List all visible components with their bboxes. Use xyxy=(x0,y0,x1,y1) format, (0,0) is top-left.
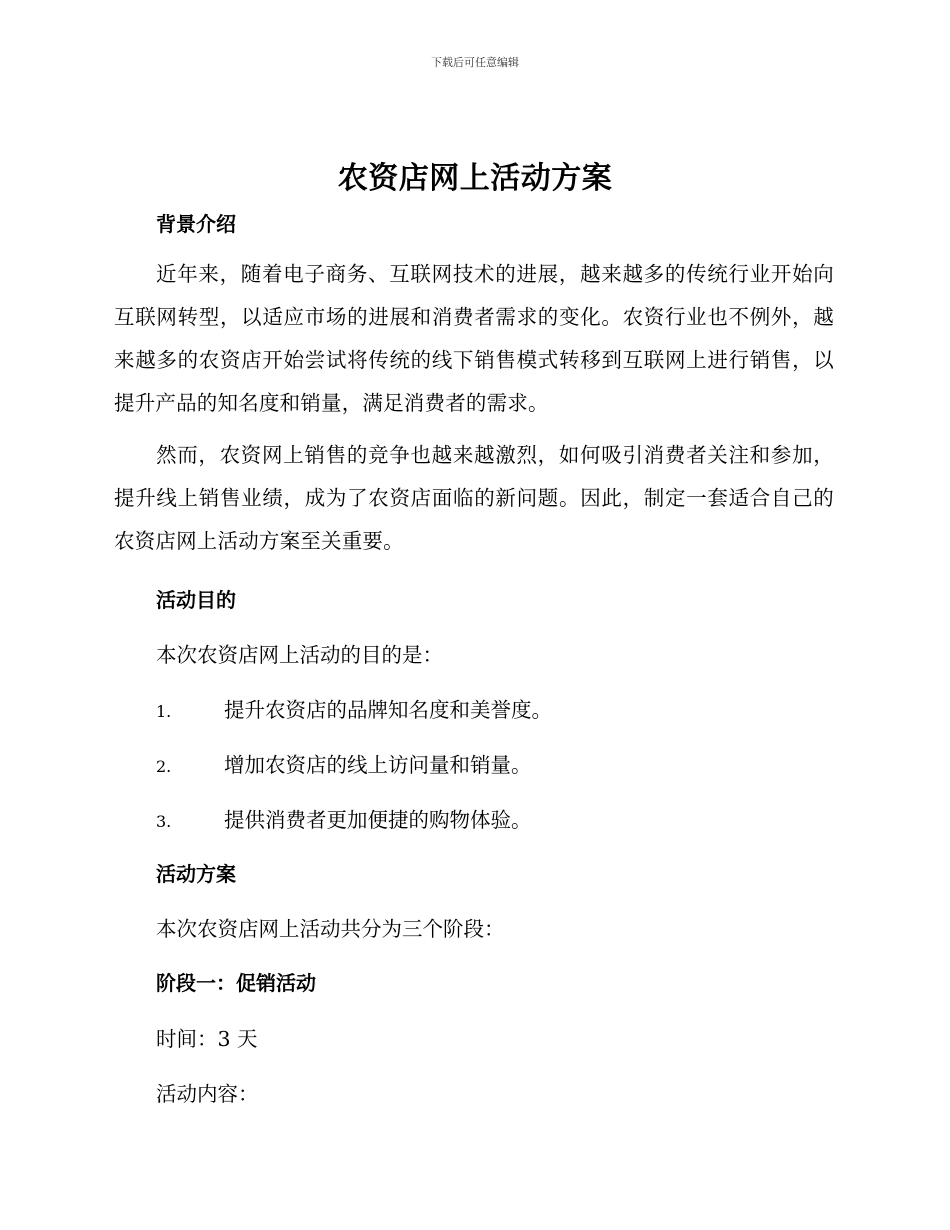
list-item xyxy=(156,693,552,723)
header-note: 下载后可任意编辑 xyxy=(431,56,519,69)
list-item xyxy=(156,748,532,778)
list-item xyxy=(156,803,532,833)
stage-one-time: 时间：3 天 xyxy=(156,1027,258,1051)
paragraph-background-1: 近年来，随着电子商务、互联网技术的进展，越来越多的传统行业开始向互联网转型，以适应市场的进展和消费者需求的变化。农资行业也不例外，越来越多的农资店开始尝试将传统的线下销售模式转移到互联网上进行销售，以提升产品的知名度和销量，满足消费者的需求。 xyxy=(114,262,834,415)
list-item-text: 提升农资店的品牌知名度和美誉度。 xyxy=(224,698,552,722)
section-heading-plan: 活动方案 xyxy=(156,862,236,886)
list-item-number: 3. xyxy=(156,812,172,831)
list-item-text: 增加农资店的线上访问量和销量。 xyxy=(224,753,532,777)
list-item-number: 2. xyxy=(156,757,172,776)
plan-intro: 本次农资店网上活动共分为三个阶段： xyxy=(156,917,505,941)
page-title: 农资店网上活动方案 xyxy=(337,161,613,196)
stage-one-heading: 阶段一：促销活动 xyxy=(156,971,316,995)
stage-one-content-label: 活动内容： xyxy=(156,1082,259,1106)
section-heading-purpose: 活动目的 xyxy=(156,588,236,612)
list-item-number: 1. xyxy=(156,702,172,721)
purpose-intro: 本次农资店网上活动的目的是： xyxy=(156,643,443,667)
paragraph-background-2: 然而，农资网上销售的竞争也越来越激烈，如何吸引消费者关注和参加，提升线上销售业绩，成为了农资店面临的新问题。因此，制定一套适合自己的农资店网上活动方案至关重要。 xyxy=(114,443,834,553)
list-item-text: 提供消费者更加便捷的购物体验。 xyxy=(224,808,532,832)
section-heading-background: 背景介绍 xyxy=(156,212,236,236)
